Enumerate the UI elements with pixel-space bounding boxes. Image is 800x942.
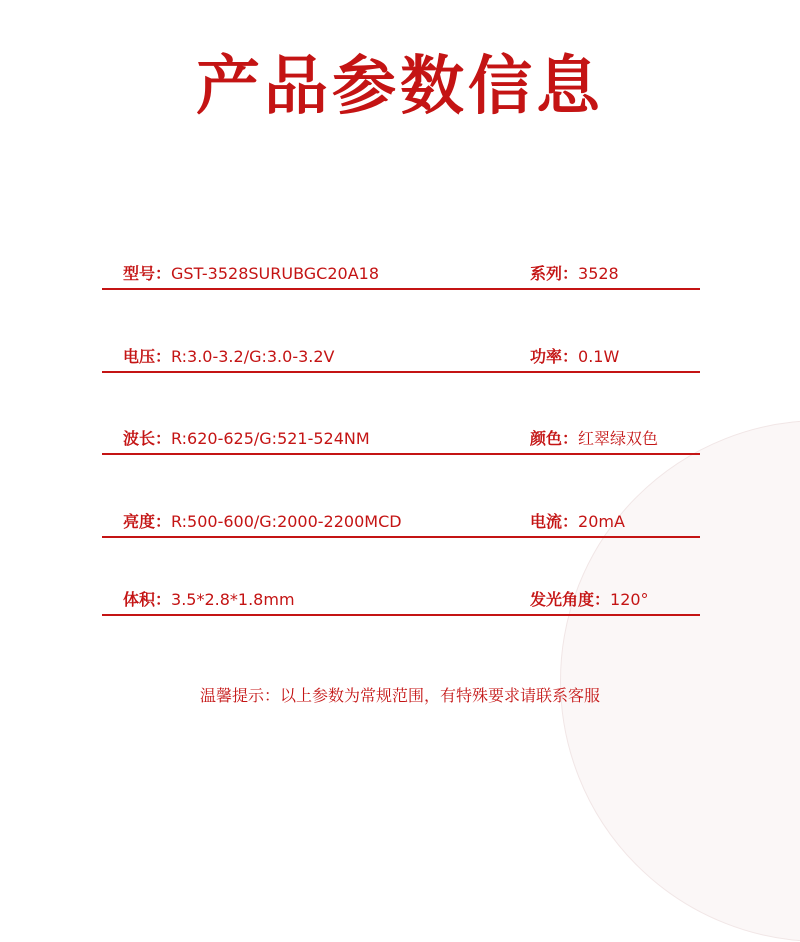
spec-row-wavelength-color: [102, 427, 700, 451]
spec-brightness-label: 亮度：: [123, 512, 172, 531]
spec-wavelength: [123, 427, 370, 451]
spec-model-value: GST-3528SURUBGC20A18: [171, 264, 379, 283]
background-arc: [560, 420, 800, 942]
spec-size: [123, 588, 295, 612]
spec-angle: [530, 588, 649, 612]
spec-angle-value: 120°: [610, 590, 649, 609]
spec-current: [530, 510, 625, 534]
spec-size-label: 体积：: [123, 590, 172, 609]
spec-series-value: 3528: [578, 264, 619, 283]
spec-angle-label: 发光角度：: [530, 590, 611, 609]
spec-voltage-value: R:3.0-3.2/G:3.0-3.2V: [171, 347, 335, 366]
spec-wavelength-label: 波长：: [123, 429, 172, 448]
spec-voltage-label: 电压：: [123, 347, 172, 366]
spec-row-size-angle: [102, 588, 700, 612]
spec-color: [530, 427, 658, 451]
divider-line: [102, 288, 700, 290]
spec-power-value: 0.1W: [578, 347, 620, 366]
spec-row-voltage-power: [102, 345, 700, 369]
spec-row-brightness-current: [102, 510, 700, 534]
spec-brightness: [123, 510, 402, 534]
spec-current-value: 20mA: [578, 512, 625, 531]
spec-wavelength-value: R:620-625/G:521-524NM: [171, 429, 370, 448]
spec-color-value: 红翠绿双色: [578, 429, 659, 448]
page-title: 产品参数信息: [196, 50, 604, 124]
spec-current-label: 电流：: [530, 512, 579, 531]
spec-color-label: 颜色：: [530, 429, 579, 448]
spec-model-label: 型号：: [123, 264, 172, 283]
spec-row-model-series: [102, 262, 700, 286]
divider-line: [102, 371, 700, 373]
spec-brightness-value: R:500-600/G:2000-2200MCD: [171, 512, 402, 531]
spec-size-value: 3.5*2.8*1.8mm: [171, 590, 295, 609]
divider-line: [102, 614, 700, 616]
spec-series: [530, 262, 619, 286]
divider-line: [102, 453, 700, 455]
spec-power: [530, 345, 619, 369]
divider-line: [102, 536, 700, 538]
spec-voltage: [123, 345, 334, 369]
tip-note: 温馨提示：以上参数为常规范围，有特殊要求请联系客服: [199, 686, 600, 705]
spec-power-label: 功率：: [530, 347, 579, 366]
spec-series-label: 系列：: [530, 264, 579, 283]
spec-model: [123, 262, 379, 286]
